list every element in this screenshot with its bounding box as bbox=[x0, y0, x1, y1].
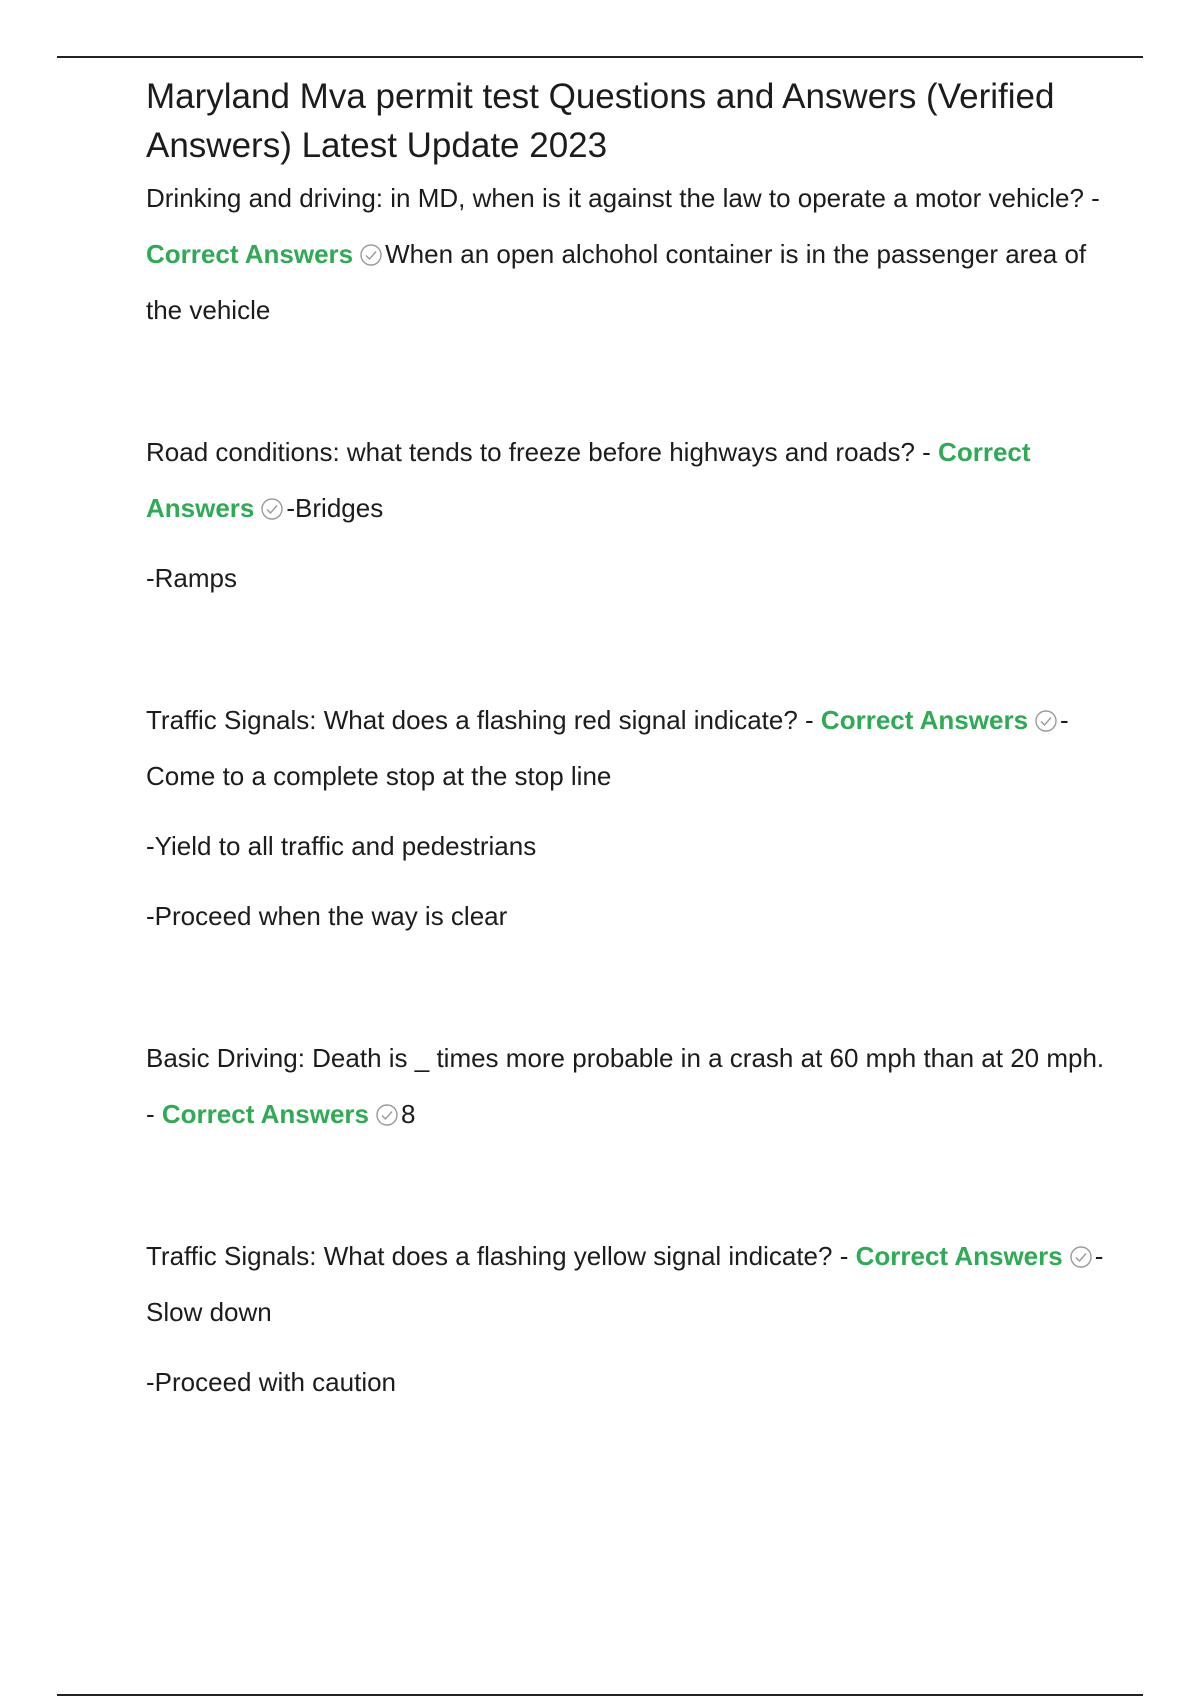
question-text: Road conditions: what tends to freeze before highways and roads? - bbox=[146, 437, 939, 467]
question-text: Drinking and driving: in MD, when is it against the law to operate a motor vehicle? - bbox=[146, 183, 1100, 213]
answer-line: -Proceed with caution bbox=[146, 1367, 397, 1397]
answer-text: When an open alchohol container is in the passenger area of the vehicle bbox=[146, 239, 1087, 325]
answer-line: -Proceed when the way is clear bbox=[146, 901, 508, 931]
correct-answers-label: Correct Answers bbox=[146, 437, 1031, 523]
check-circle-icon bbox=[1069, 1245, 1093, 1269]
top-rule bbox=[57, 56, 1143, 58]
question-paragraph bbox=[146, 1228, 1106, 1340]
question-text: Traffic Signals: What does a flashing red signal indicate? - bbox=[146, 705, 821, 735]
answer-text: -Slow down bbox=[146, 1241, 1104, 1327]
document-title: Maryland Mva permit test Questions and Answers (Verified Answers) Latest Update 2023 bbox=[146, 77, 1055, 165]
question-text: Basic Driving: Death is _ times more probable in a crash at 60 mph than at 20 mph. - bbox=[146, 1043, 1105, 1129]
check-circle-icon bbox=[1034, 709, 1058, 733]
correct-answers-label: Correct Answers bbox=[146, 239, 354, 269]
qa-item-2 bbox=[146, 424, 1106, 606]
answer-text: -Bridges bbox=[286, 493, 384, 523]
correct-answers-label: Correct Answers bbox=[855, 1241, 1063, 1271]
qa-item-4 bbox=[146, 1030, 1106, 1142]
answer-line: -Ramps bbox=[146, 563, 238, 593]
qa-item-1 bbox=[146, 170, 1106, 338]
qa-item-5 bbox=[146, 1228, 1106, 1410]
correct-answers-label: Correct Answers bbox=[161, 1099, 370, 1129]
document-body bbox=[146, 72, 1106, 1410]
correct-answers-label: Correct Answers bbox=[820, 705, 1029, 735]
check-circle-icon bbox=[359, 243, 383, 267]
answer-line: -Yield to all traffic and pedestrians bbox=[146, 831, 537, 861]
qa-item-3 bbox=[146, 692, 1106, 944]
question-paragraph bbox=[146, 170, 1106, 338]
check-circle-icon bbox=[375, 1103, 399, 1127]
answer-text: -Come to a complete stop at the stop line bbox=[146, 705, 1069, 791]
question-text: Traffic Signals: What does a flashing yellow signal indicate? - bbox=[146, 1241, 856, 1271]
question-paragraph bbox=[146, 1030, 1106, 1142]
question-paragraph bbox=[146, 692, 1106, 804]
bottom-rule bbox=[57, 1694, 1143, 1696]
answer-text: 8 bbox=[401, 1099, 416, 1129]
question-paragraph bbox=[146, 424, 1106, 536]
check-circle-icon bbox=[260, 497, 284, 521]
